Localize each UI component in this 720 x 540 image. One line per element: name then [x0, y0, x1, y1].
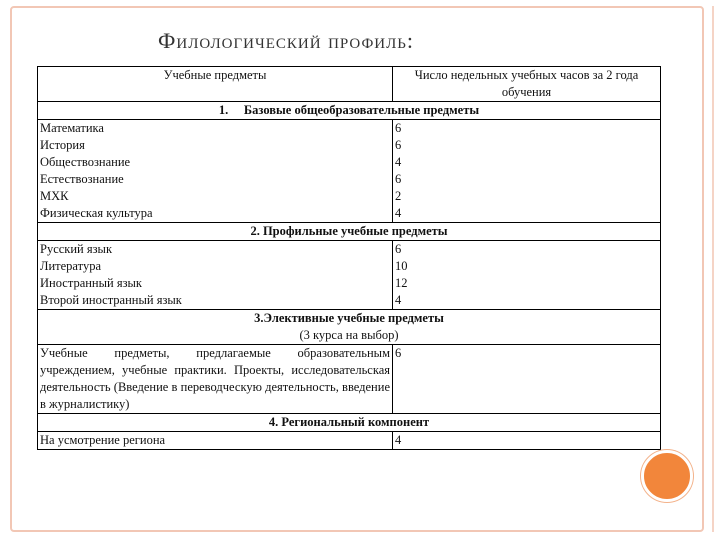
subject-name: Обществознание — [38, 154, 393, 171]
section-title: 4. Региональный компонент — [38, 414, 661, 432]
subject-hours: 4 — [393, 432, 661, 450]
subject-hours: 4 — [393, 154, 661, 171]
table-row — [38, 120, 661, 138]
slide-edge-line — [712, 6, 714, 532]
page-title: Филологический профиль: — [158, 28, 415, 53]
section-header-basic — [38, 102, 661, 120]
table-row — [38, 137, 661, 154]
table-header-row — [38, 67, 661, 102]
subject-name: Литература — [38, 258, 393, 275]
subject-name: Учебные предметы, предлагаемые образовательным учреждением, учебные практики. Проекты, исследовательская деятельность (Введение в переводческую деятельность, введение в журналистику) — [38, 345, 393, 414]
section-title: 3.Элективные учебные предметы — [254, 311, 444, 325]
table-row — [38, 241, 661, 259]
header-subjects: Учебные предметы — [38, 67, 393, 102]
header-hours: Число недельных учебных часов за 2 года обучения — [393, 67, 661, 102]
subject-name: Математика — [38, 120, 393, 138]
subject-hours: 10 — [393, 258, 661, 275]
table-row — [38, 432, 661, 450]
section-title: Базовые общеобразовательные предметы — [243, 103, 480, 117]
section-title: 2. Профильные учебные предметы — [38, 223, 661, 241]
subject-name: Русский язык — [38, 241, 393, 259]
table-row — [38, 171, 661, 188]
table-row — [38, 275, 661, 292]
subject-name: На усмотрение региона — [38, 432, 393, 450]
table-row — [38, 188, 661, 205]
section-subtitle: (3 курса на выбор) — [299, 328, 399, 342]
subject-name: МХК — [38, 188, 393, 205]
subject-hours: 6 — [393, 171, 661, 188]
subject-hours: 6 — [393, 120, 661, 138]
section-header-regional — [38, 414, 661, 432]
decorative-orange-circle — [641, 450, 693, 502]
section-number: 1. — [218, 103, 229, 117]
subject-name: Физическая культура — [38, 205, 393, 223]
subject-hours: 12 — [393, 275, 661, 292]
table-row — [38, 154, 661, 171]
subject-name: Иностранный язык — [38, 275, 393, 292]
subject-hours: 4 — [393, 292, 661, 310]
table-row — [38, 345, 661, 414]
table-row — [38, 258, 661, 275]
subject-name: История — [38, 137, 393, 154]
subject-hours: 4 — [393, 205, 661, 223]
subject-hours: 6 — [393, 241, 661, 259]
section-header-profile — [38, 223, 661, 241]
curriculum-table — [37, 66, 661, 450]
subject-hours: 2 — [393, 188, 661, 205]
subject-hours: 6 — [393, 137, 661, 154]
subject-hours: 6 — [393, 345, 661, 414]
subject-name: Естествознание — [38, 171, 393, 188]
table-row — [38, 292, 661, 310]
section-header-elective — [38, 310, 661, 345]
subject-name: Второй иностранный язык — [38, 292, 393, 310]
table-row — [38, 205, 661, 223]
